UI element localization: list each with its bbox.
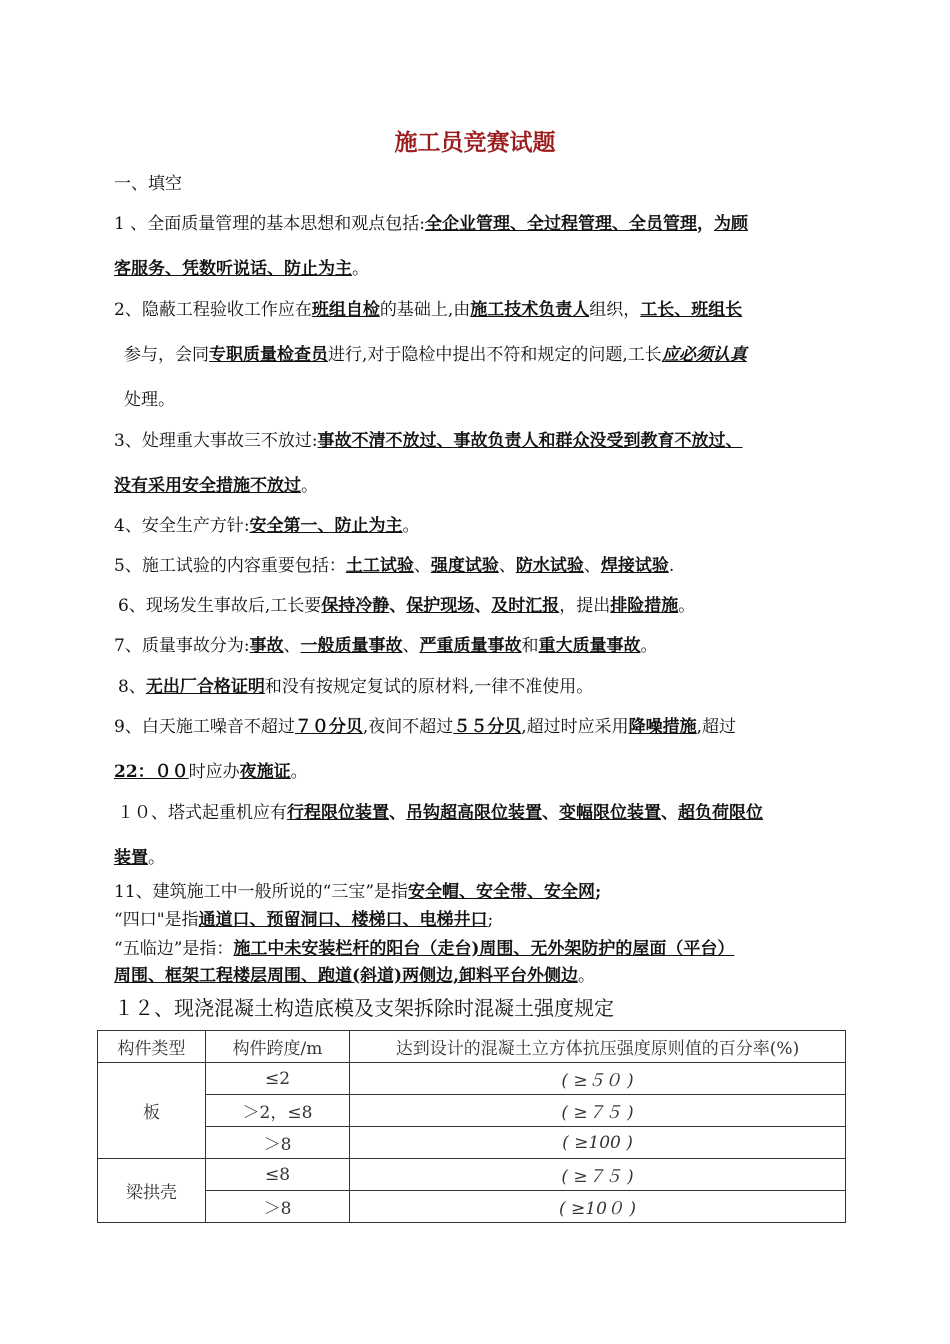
section-heading: 一、填空 [114,174,182,194]
q11-text: “四口"是指 [114,910,199,930]
q2-text: 处理。 [124,390,175,410]
question-11-b [114,908,493,932]
question-10-cont [114,846,165,870]
q7-text: 。 [640,636,658,656]
question-7 [114,634,658,658]
span-cell: ＞8 [206,1191,350,1223]
question-9-cont [114,760,308,784]
answer: 防止为主 [284,259,352,279]
q9-text: ,超过时应采用 [521,717,629,737]
q5-text: . [668,556,675,576]
q4-text: 4、安全生产方针: [114,516,250,536]
span-cell: ＞2，≤8 [206,1095,350,1127]
q2-text: 组织， [589,300,641,320]
answer: 安全第一 [249,516,318,536]
q11-text: “五临边”是指： [114,939,234,959]
answer-sep: 、 [165,259,182,279]
question-8 [118,675,593,699]
answer: 事故负责人和群众没受到教育不放过 [453,431,726,451]
member-type: 板 [98,1063,206,1159]
span-cell: ≤8 [206,1159,350,1191]
answer: 专职质量检查员 [209,345,328,365]
answer: 全员管理 [628,214,697,234]
q11-text: 。 [578,966,596,986]
value-cell: ( ≥７５ ) [350,1159,846,1191]
q5-text: 、 [498,556,516,576]
strength-table [97,1030,846,1223]
q6-text: 。 [678,596,696,616]
answer-sep: 、 [509,214,527,234]
q4-text: 。 [402,516,420,536]
q2-text: 参与，会同 [124,345,209,365]
q9-text: 。 [290,762,308,782]
question-3-cont [114,474,318,498]
answer: 焊接试验 [600,556,669,576]
span-cell: ＞8 [206,1127,350,1159]
answer: 通道口、预留洞口、楼梯口、电梯井口 [198,910,488,930]
answer: 安全帽、安全带、安全网 [408,882,596,902]
answer: 防水试验 [515,556,584,576]
answer: 为顾 [713,214,748,234]
answer-sep: 、 [725,431,743,451]
table-header: 达到设计的混凝土立方体抗压强度原则值的百分率(%) [350,1031,846,1063]
q1-text: ， [696,214,714,234]
span-cell: ≤2 [206,1063,350,1095]
q8-text: 8、 [118,677,146,697]
table-row [98,1063,846,1095]
question-12-heading: １２、现浇混凝土构造底模及支架拆除时混凝土强度规定 [114,996,614,1020]
answer: 及时汇报 [491,596,560,616]
q2-text: 2、隐蔽工程验收工作应在 [114,300,312,320]
answer: 班组自检 [311,300,380,320]
table-row [98,1159,846,1191]
question-11 [114,880,601,904]
answer: 保护现场 [406,596,475,616]
question-1 [114,212,748,236]
q9-text: ,夜间不超过 [362,717,454,737]
answer: 施工技术负责人 [470,300,590,320]
answer: 严重质量事故 [419,636,522,656]
value-cell: ( ≥100 ) [350,1127,846,1159]
answer: 事故 [249,636,284,656]
question-9 [114,715,736,739]
answer-sep: 、 [267,259,284,279]
answer: 应必须认真 [661,345,747,365]
answer-sep: 、 [317,516,335,536]
q7-text: 、 [283,636,301,656]
question-2 [114,298,742,322]
answer: 降噪措施 [628,717,697,737]
answer: 行程限位装置 [287,803,389,823]
question-5 [114,554,674,578]
answer-sep: 、 [436,431,454,451]
q3-text: 3、处理重大事故三不放过: [114,431,318,451]
q6-text: ，提出 [559,596,611,616]
table-header: 构件类型 [98,1031,206,1063]
page-title: 施工员竞赛试题 [394,129,556,156]
q6-text: 6、现场发生事故后,工长要 [118,596,322,616]
answer: 土工试验 [345,556,414,576]
q10-text: １０、塔式起重机应有 [117,803,287,823]
q11-text: ; [595,882,602,902]
answer: 工长、班组长 [640,300,743,320]
q10-text: 、 [542,803,559,823]
member-type: 梁拱壳 [98,1159,206,1223]
q6-text: 、 [474,596,492,616]
q6-text: 、 [389,596,407,616]
answer: 超负荷限位 [678,803,763,823]
q9-text: 9、白天施工噪音不超过 [114,717,295,737]
answer: 全过程管理 [526,214,612,234]
q11-text: ; [487,910,494,930]
question-2-cont [124,343,747,367]
q2-text: 进行,对于隐检中提出不符和规定的问题,工长 [328,345,662,365]
answer: 凭数听说话 [182,259,267,279]
q1-text: 1 、全面质量管理的基本思想和观点包括: [114,214,425,234]
answer: 防止为主 [334,516,403,536]
question-11-d [114,964,595,988]
table-row [98,1127,846,1159]
answer: ７０分贝 [294,717,363,737]
answer-sep: 、 [611,214,629,234]
q1-text: 。 [352,259,369,279]
question-1-cont [114,257,369,281]
q10-text: 、 [389,803,406,823]
q8-text: 和没有按规定复试的原材料,一律不准使用。 [264,677,594,697]
table-row [98,1191,846,1223]
q7-text: 、 [402,636,420,656]
q5-text: 、 [583,556,601,576]
question-11-c [114,937,734,961]
question-4 [114,514,420,538]
q5-text: 、 [413,556,431,576]
table-header: 构件跨度/m [206,1031,350,1063]
q3-text: 。 [301,476,318,496]
answer: ５５分贝 [453,717,522,737]
answer: 无出厂合格证明 [145,677,265,697]
answer: 事故不清不放过 [317,431,437,451]
q10-text: 、 [661,803,678,823]
question-3 [114,429,743,453]
answer: 没有采用安全措施不放过 [114,476,301,496]
q9-text: 时应办 [188,762,240,782]
answer: 全企业管理 [424,214,510,234]
answer: 排险措施 [610,596,679,616]
question-2-end [124,388,175,412]
value-cell: ( ≥７５ ) [350,1095,846,1127]
value-cell: ( ≥５０ ) [350,1063,846,1095]
answer: 客服务 [114,259,165,279]
answer: 夜施证 [239,762,291,782]
q10-text: 。 [148,848,165,868]
q5-text: 5、施工试验的内容重要包括： [114,556,346,576]
answer: 周围、框架工程楼层周围、跑道(斜道)两侧边,卸料平台外侧边 [114,966,579,986]
q2-text: 的基础上,由 [379,300,471,320]
q7-text: 7、质量事故分为: [114,636,250,656]
table-header-row [98,1031,846,1063]
question-6 [118,594,695,618]
answer: 装置 [114,848,148,868]
q11-text: 11、建筑施工中一般所说的“三宝”是指 [114,882,409,902]
answer: 变幅限位装置 [559,803,661,823]
value-cell: ( ≥10０ ) [350,1191,846,1223]
answer: 吊钩超高限位装置 [406,803,542,823]
answer: 重大质量事故 [538,636,641,656]
answer: 22：００ [114,762,189,782]
answer: 强度试验 [430,556,499,576]
table-row [98,1095,846,1127]
answer: 施工中未安装栏杆的阳台（走台)周围、无外架防护的屋面（平台） [233,939,735,959]
q9-text: ,超过 [696,717,737,737]
q7-text: 和 [521,636,539,656]
answer: 一般质量事故 [300,636,403,656]
question-10 [117,801,763,825]
answer: 保持冷静 [321,596,390,616]
